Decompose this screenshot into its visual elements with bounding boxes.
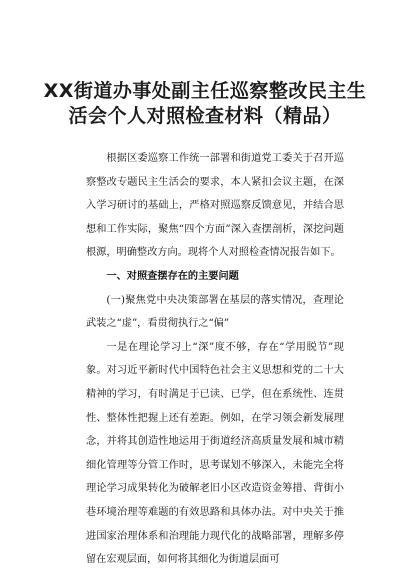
intro-paragraph: 根据区委巡察工作统一部署和街道党工委关于召开巡察整改专题民主生活会的要求，本人紧扣会议主题，在深入学习研讨的基础上，严格对照巡察反馈意见，并结合思想和工作实际，聚焦“四个方面”深入查摆剖析，深挖问题根源，明确整改方向。现将个人对照检查情况报告如下。 — [86, 153, 344, 259]
document-title-line-1: XX街道办事处副主任巡察整改民主生 — [43, 80, 367, 102]
section-heading: 一、对照查摆存在的主要问题 — [106, 270, 239, 282]
document-title-line-2: 活会个人对照检查材料（精品） — [68, 105, 342, 127]
body-paragraph: 一是在理论学习上“深”度不够，存在“学用脱节”现象。对习近平新时代中国特色社会主义思想和党的二十大精神的学习，有时满足于已读、已学，但在系统性、连贯性、整体性把握上还有差距。例如，在学习领会新发展理念，并将其创造性地运用于街道经济高质量发展和城市精细化管理等分管工作时，思考谋划不够深入，未能完全将理论学习成果转化为破解老旧小区改造资金筹措、背街小巷环境治理等难题的有效思路和具体办法。对中央关于推进国家治理体系和治理能力现代化的战略部署，理解多停留在宏观层面，如何将其细化为街道层面可 — [86, 341, 344, 566]
document-body — [86, 147, 344, 572]
subsection-heading: (一)聚焦党中央决策部署在基层的落实情况，查理论武装之“虚”，看贯彻执行之“偏” — [86, 294, 344, 330]
